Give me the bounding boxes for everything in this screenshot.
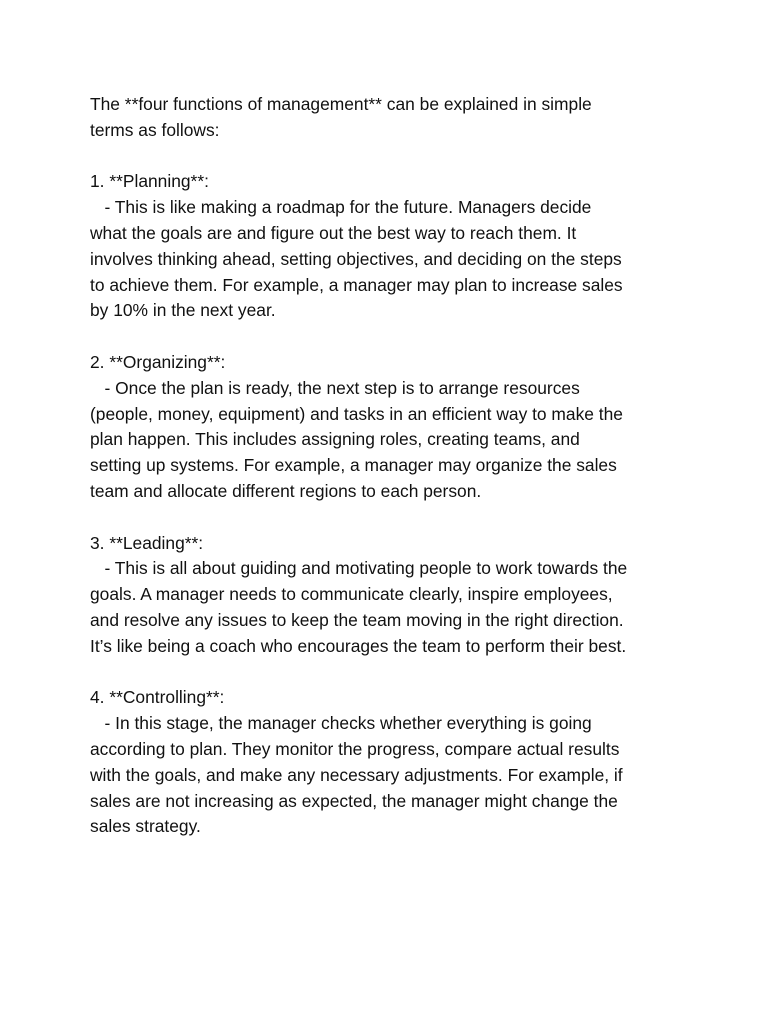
section-line: sales strategy. <box>90 816 201 837</box>
section-line: what the goals are and figure out the best way to reach them. It <box>90 222 577 243</box>
section-line: and resolve any issues to keep the team moving in the right direction. <box>90 609 624 630</box>
section-line: involves thinking ahead, setting objectives, and deciding on the steps <box>90 248 622 269</box>
document-body <box>90 92 690 840</box>
paragraph-gap <box>90 144 690 170</box>
section-planning <box>90 169 690 324</box>
section-heading: 3. **Leading**: <box>90 532 204 553</box>
section-controlling <box>90 685 690 840</box>
section-line: sales are not increasing as expected, the manager might change the <box>90 790 618 811</box>
intro-paragraph <box>90 92 690 144</box>
section-heading: 1. **Planning**: <box>90 171 209 192</box>
section-line: plan happen. This includes assigning roles, creating teams, and <box>90 429 580 450</box>
intro-line: The **four functions of management** can be explained in simple <box>90 94 592 114</box>
section-line: (people, money, equipment) and tasks in an efficient way to make the <box>90 403 623 424</box>
section-leading <box>90 531 690 660</box>
section-line: - In this stage, the manager checks whether everything is going <box>90 713 592 734</box>
section-line: - This is like making a roadmap for the future. Managers decide <box>90 197 592 218</box>
paragraph-gap <box>90 324 690 350</box>
section-line: according to plan. They monitor the progress, compare actual results <box>90 738 620 759</box>
section-heading: 2. **Organizing**: <box>90 351 226 372</box>
section-line: goals. A manager needs to communicate clearly, inspire employees, <box>90 584 613 605</box>
section-line: by 10% in the next year. <box>90 300 276 321</box>
section-heading: 4. **Controlling**: <box>90 687 225 708</box>
section-line: - This is all about guiding and motivating people to work towards the <box>90 558 628 579</box>
section-line: with the goals, and make any necessary adjustments. For example, if <box>90 764 623 785</box>
paragraph-gap <box>90 660 690 686</box>
section-line: to achieve them. For example, a manager may plan to increase sales <box>90 274 623 295</box>
section-line: - Once the plan is ready, the next step is to arrange resources <box>90 377 580 398</box>
section-organizing <box>90 350 690 505</box>
paragraph-gap <box>90 505 690 531</box>
section-line: setting up systems. For example, a manager may organize the sales <box>90 455 617 476</box>
section-line: It’s like being a coach who encourages the team to perform their best. <box>90 635 627 656</box>
section-line: team and allocate different regions to each person. <box>90 480 482 501</box>
intro-line: terms as follows: <box>90 119 220 140</box>
